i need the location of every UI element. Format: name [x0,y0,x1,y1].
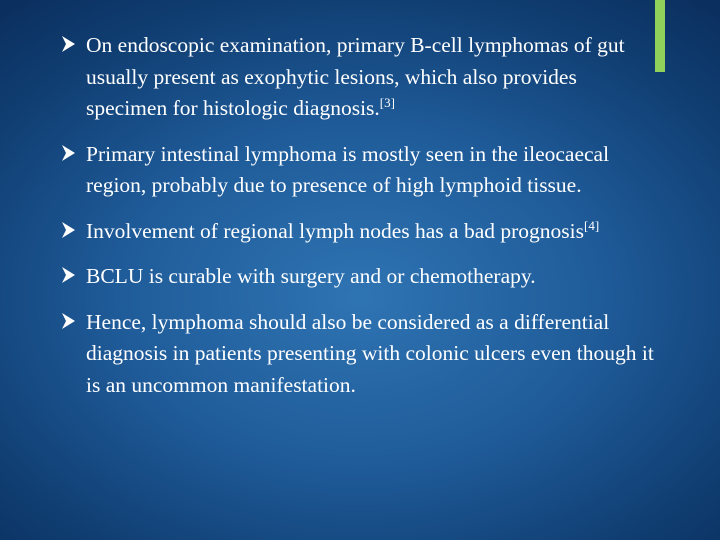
bullet-text: On endoscopic examination, primary B-cell lymphomas of gut usually present as exophytic lesions, which also provides specimen for histologic diagnosis. [86,33,625,120]
bullet-item [60,30,660,125]
arrow-right-icon [60,266,76,284]
bullet-text: Primary intestinal lymphoma is mostly seen in the ileocaecal region, probably due to presence of high lymphoid tissue. [86,141,610,197]
bullet-item [60,261,660,293]
arrow-right-icon [60,144,76,162]
bullet-item [60,307,660,402]
bullet-text: BCLU is curable with surgery and or chemotherapy. [86,264,536,288]
bullet-text: Involvement of regional lymph nodes has a bad prognosis [86,218,584,243]
arrow-right-icon [60,312,76,330]
bullet-text: Hence, lymphoma should also be considered as a differential diagnosis in patients presenting with colonic ulcers even though it is an uncommon manifestation. [86,309,654,397]
arrow-right-icon [60,221,76,239]
bullet-item [60,216,660,248]
reference-marker: [4] [584,217,600,233]
reference-marker: [3] [379,94,395,110]
bullet-item [60,139,660,202]
arrow-right-icon [60,35,76,53]
bullet-list [60,30,660,415]
